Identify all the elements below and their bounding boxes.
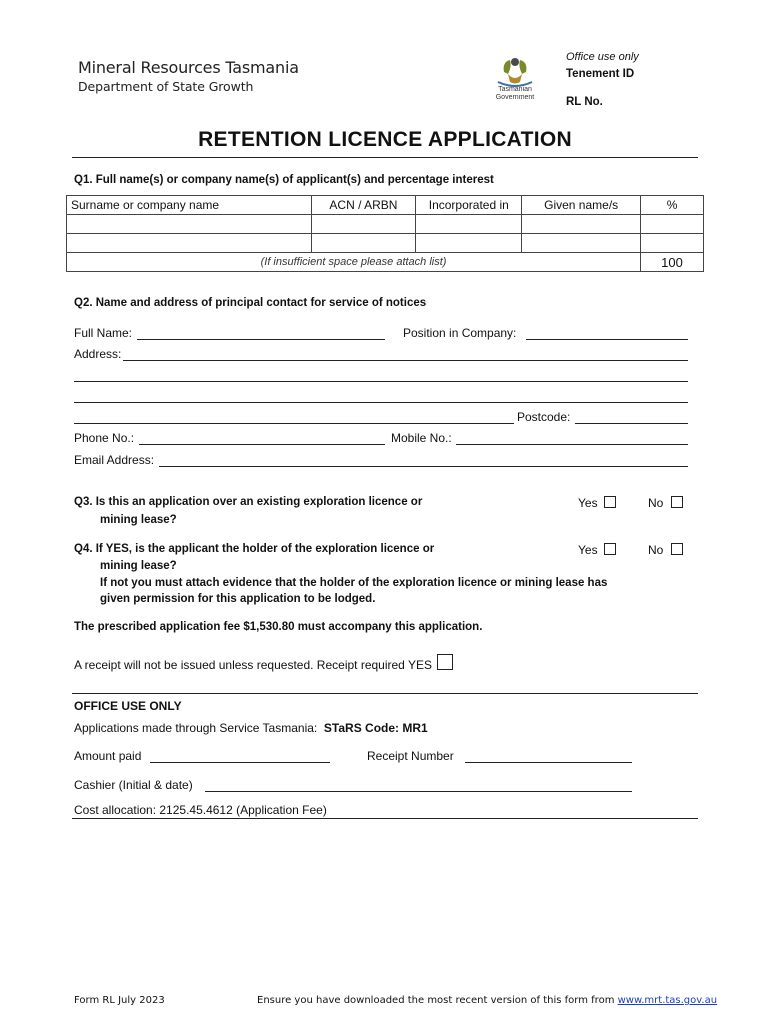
address-label: Address: bbox=[74, 347, 122, 361]
postcode-field[interactable] bbox=[575, 423, 688, 424]
office-use-only-label: Office use only bbox=[566, 51, 639, 63]
mobile-field[interactable] bbox=[456, 444, 688, 445]
table-note-row bbox=[67, 253, 704, 272]
col-surname: Surname or company name bbox=[67, 196, 312, 215]
org-name: Mineral Resources Tasmania bbox=[78, 58, 299, 77]
q4-line2: mining lease? bbox=[100, 560, 177, 572]
receipt-number-label: Receipt Number bbox=[367, 749, 454, 763]
q4-no-checkbox[interactable] bbox=[671, 543, 683, 555]
surname-cell[interactable] bbox=[67, 234, 312, 253]
mobile-label: Mobile No.: bbox=[391, 431, 452, 445]
insufficient-space-note: (If insufficient space please attach list) bbox=[67, 253, 641, 272]
percent-cell[interactable] bbox=[641, 234, 704, 253]
surname-cell[interactable] bbox=[67, 215, 312, 234]
full-name-field[interactable] bbox=[137, 339, 385, 340]
email-label: Email Address: bbox=[74, 453, 155, 467]
address-field-2[interactable] bbox=[74, 381, 688, 382]
amount-paid-label: Amount paid bbox=[74, 749, 142, 763]
receipt-yes-checkbox[interactable] bbox=[437, 654, 453, 670]
full-name-label: Full Name: bbox=[74, 326, 133, 340]
percent-total: 100 bbox=[641, 253, 704, 272]
q3-no-checkbox[interactable] bbox=[671, 496, 683, 508]
address-field-3[interactable] bbox=[74, 402, 688, 403]
email-field[interactable] bbox=[159, 466, 688, 467]
address-field-1[interactable] bbox=[123, 360, 688, 361]
percent-cell[interactable] bbox=[641, 215, 704, 234]
cashier-label: Cashier (Initial & date) bbox=[74, 778, 193, 792]
q4-no: No bbox=[648, 543, 683, 557]
form-title: RETENTION LICENCE APPLICATION bbox=[198, 128, 572, 151]
acn-cell[interactable] bbox=[311, 215, 416, 234]
position-label: Position in Company: bbox=[403, 326, 517, 340]
form-id: Form RL July 2023 bbox=[74, 995, 165, 1006]
col-given-names: Given name/s bbox=[522, 196, 641, 215]
rl-no-label: RL No. bbox=[566, 96, 603, 108]
col-incorporated: Incorporated in bbox=[416, 196, 522, 215]
office-bottom-rule bbox=[72, 818, 698, 819]
website-link[interactable]: www.mrt.tas.gov.au bbox=[617, 995, 718, 1006]
q2-label: Q2. Name and address of principal contact for service of notices bbox=[74, 297, 427, 309]
q4-line1: Q4. If YES, is the applicant the holder of the exploration licence or bbox=[74, 543, 435, 555]
service-tas-line: Applications made through Service Tasmania: STaRS Code: MR1 bbox=[74, 721, 428, 735]
incorporated-cell[interactable] bbox=[416, 234, 522, 253]
amount-paid-field[interactable] bbox=[150, 762, 330, 763]
incorporated-cell[interactable] bbox=[416, 215, 522, 234]
phone-label: Phone No.: bbox=[74, 431, 135, 445]
cost-allocation: Cost allocation: 2125.45.4612 (Application Fee) bbox=[74, 803, 327, 817]
acn-cell[interactable] bbox=[311, 234, 416, 253]
q4-yes: Yes bbox=[578, 543, 616, 557]
q4-line3: If not you must attach evidence that the holder of the exploration licence or mining lease has bbox=[100, 577, 608, 589]
office-use-heading: OFFICE USE ONLY bbox=[74, 699, 182, 713]
q3-line2: mining lease? bbox=[100, 514, 177, 526]
col-percent: % bbox=[641, 196, 704, 215]
logo-caption: Tasmanian Government bbox=[495, 86, 535, 101]
q1-label: Q1. Full name(s) or company name(s) of applicant(s) and percentage interest bbox=[74, 174, 494, 186]
phone-field[interactable] bbox=[139, 444, 385, 445]
table-row bbox=[67, 215, 704, 234]
applicant-table bbox=[66, 195, 704, 272]
q3-line1: Q3. Is this an application over an existing exploration licence or bbox=[74, 496, 423, 508]
q3-yes-checkbox[interactable] bbox=[604, 496, 616, 508]
cashier-field[interactable] bbox=[205, 791, 632, 792]
address-field-4[interactable] bbox=[74, 423, 514, 424]
office-section-rule bbox=[72, 693, 698, 694]
q4-line4: given permission for this application to be lodged. bbox=[100, 593, 376, 605]
postcode-label: Postcode: bbox=[517, 410, 571, 424]
receipt-number-field[interactable] bbox=[465, 762, 632, 763]
position-field[interactable] bbox=[526, 339, 688, 340]
stars-code: STaRS Code: MR1 bbox=[323, 721, 428, 735]
title-rule bbox=[72, 157, 698, 158]
table-row bbox=[67, 234, 704, 253]
given-names-cell[interactable] bbox=[522, 215, 641, 234]
q3-yes: Yes bbox=[578, 496, 616, 510]
receipt-line: A receipt will not be issued unless requested. Receipt required YES bbox=[74, 654, 453, 672]
tenement-id-label: Tenement ID bbox=[566, 68, 635, 80]
table-header-row bbox=[67, 196, 704, 215]
footer-note: Ensure you have downloaded the most recent version of this form from www.mrt.tas.gov.au bbox=[257, 995, 718, 1006]
given-names-cell[interactable] bbox=[522, 234, 641, 253]
fee-notice: The prescribed application fee $1,530.80 must accompany this application. bbox=[74, 621, 483, 633]
department-name: Department of State Growth bbox=[78, 79, 254, 94]
col-acn: ACN / ARBN bbox=[311, 196, 416, 215]
q4-yes-checkbox[interactable] bbox=[604, 543, 616, 555]
q3-no: No bbox=[648, 496, 683, 510]
